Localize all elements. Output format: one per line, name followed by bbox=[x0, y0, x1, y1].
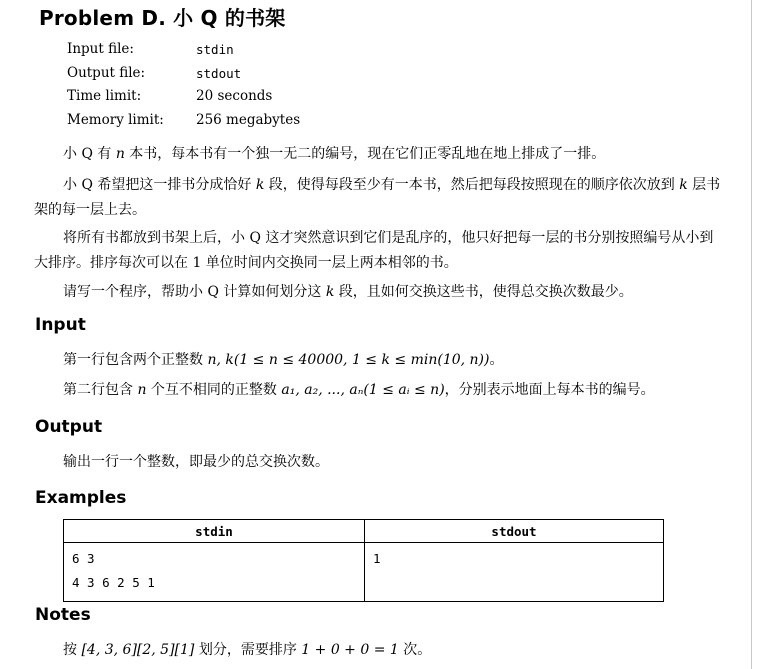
math-k: k bbox=[255, 177, 265, 193]
math-partition: [4, 3, 6][2, 5][1] bbox=[81, 642, 195, 658]
math-k: k bbox=[325, 284, 335, 300]
text: 本书，每本书有一个独一无二的编号，现在它们正零乱地在地上排成了一排。 bbox=[124, 146, 606, 162]
meta-label: Memory limit: bbox=[67, 111, 164, 128]
input-line-1 bbox=[34, 348, 724, 373]
meta-label: Output file: bbox=[67, 64, 146, 81]
text: 划分，需要排序 bbox=[194, 642, 302, 658]
meta-value: stdin bbox=[196, 42, 234, 57]
text: 个互不相同的正整数 bbox=[146, 382, 282, 398]
meta-row-memory-limit bbox=[67, 109, 300, 133]
meta-row-input-file bbox=[67, 38, 300, 62]
examples-heading: Examples bbox=[35, 488, 127, 508]
text: 小 Q 希望把这一排书分成恰好 bbox=[63, 177, 256, 193]
math-constraints: n, k(1 ≤ n ≤ 40000, 1 ≤ k ≤ min(10, n)) bbox=[207, 352, 490, 368]
stdout-header: stdout bbox=[365, 520, 664, 543]
example-output-cell[interactable] bbox=[365, 543, 664, 602]
statement-paragraph-2 bbox=[34, 173, 724, 223]
problem-meta bbox=[67, 38, 300, 132]
math-n: n bbox=[137, 382, 147, 398]
notes-heading: Notes bbox=[35, 605, 91, 625]
output-heading: Output bbox=[35, 417, 103, 437]
table-row bbox=[64, 543, 664, 602]
text: 层书架的每一层上去。 bbox=[34, 177, 721, 218]
math-sum: 1 + 0 + 0 = 1 bbox=[301, 642, 399, 658]
meta-label: Time limit: bbox=[67, 88, 142, 104]
meta-label: Input file: bbox=[67, 41, 134, 57]
math-k: k bbox=[679, 177, 688, 193]
text: 小 Q 有 bbox=[63, 146, 116, 162]
meta-value: 20 seconds bbox=[196, 88, 273, 104]
meta-row-time-limit bbox=[67, 85, 300, 109]
text: 段，且如何交换这些书，使得总交换次数最少。 bbox=[334, 284, 633, 300]
input-line-2 bbox=[34, 378, 724, 403]
statement-paragraph-1 bbox=[34, 142, 724, 167]
examples-table bbox=[63, 519, 664, 602]
example-output-line: 1 bbox=[373, 551, 381, 566]
text: 段，使得每段至少有一本书，然后把每段按照现在的顺序依次放到 bbox=[264, 177, 680, 193]
math-n: n bbox=[115, 146, 125, 162]
problem-title: Problem D. 小 Q 的书架 bbox=[39, 6, 286, 30]
text: 请写一个程序，帮助小 Q 计算如何划分这 bbox=[63, 284, 326, 300]
output-line-1: 输出一行一个整数，即最少的总交换次数。 bbox=[63, 454, 329, 470]
text: ，分别表示地面上每本书的编号。 bbox=[444, 382, 655, 398]
meta-value: stdout bbox=[196, 65, 242, 81]
example-input-line: 6 3 bbox=[72, 551, 95, 566]
text: 。 bbox=[489, 352, 504, 368]
text: 第一行包含两个正整数 bbox=[63, 352, 208, 368]
statement-paragraph-3: 将所有书都放到书架上后，小 Q 这才突然意识到它们是乱序的，他只好把每一层的书分别按照编号从小到大排序。排序每次可以在 1 单位时间内交换同一层上两本相邻的书。 bbox=[34, 230, 714, 271]
text: 第二行包含 bbox=[63, 382, 138, 398]
text: 次。 bbox=[398, 642, 432, 658]
examples-header-row bbox=[64, 520, 664, 543]
example-input-line: 4 3 6 2 5 1 bbox=[72, 575, 155, 590]
text: 按 bbox=[63, 642, 82, 658]
stdin-header: stdin bbox=[64, 520, 365, 543]
input-heading: Input bbox=[35, 315, 86, 335]
meta-row-output-file bbox=[67, 62, 300, 86]
example-input-cell[interactable] bbox=[64, 543, 365, 602]
math-sequence: a₁, a₂, ..., aₙ(1 ≤ aᵢ ≤ n) bbox=[281, 382, 445, 398]
meta-value: 256 megabytes bbox=[196, 111, 301, 128]
notes-line-1 bbox=[34, 638, 724, 663]
statement-paragraph-4 bbox=[34, 280, 724, 305]
